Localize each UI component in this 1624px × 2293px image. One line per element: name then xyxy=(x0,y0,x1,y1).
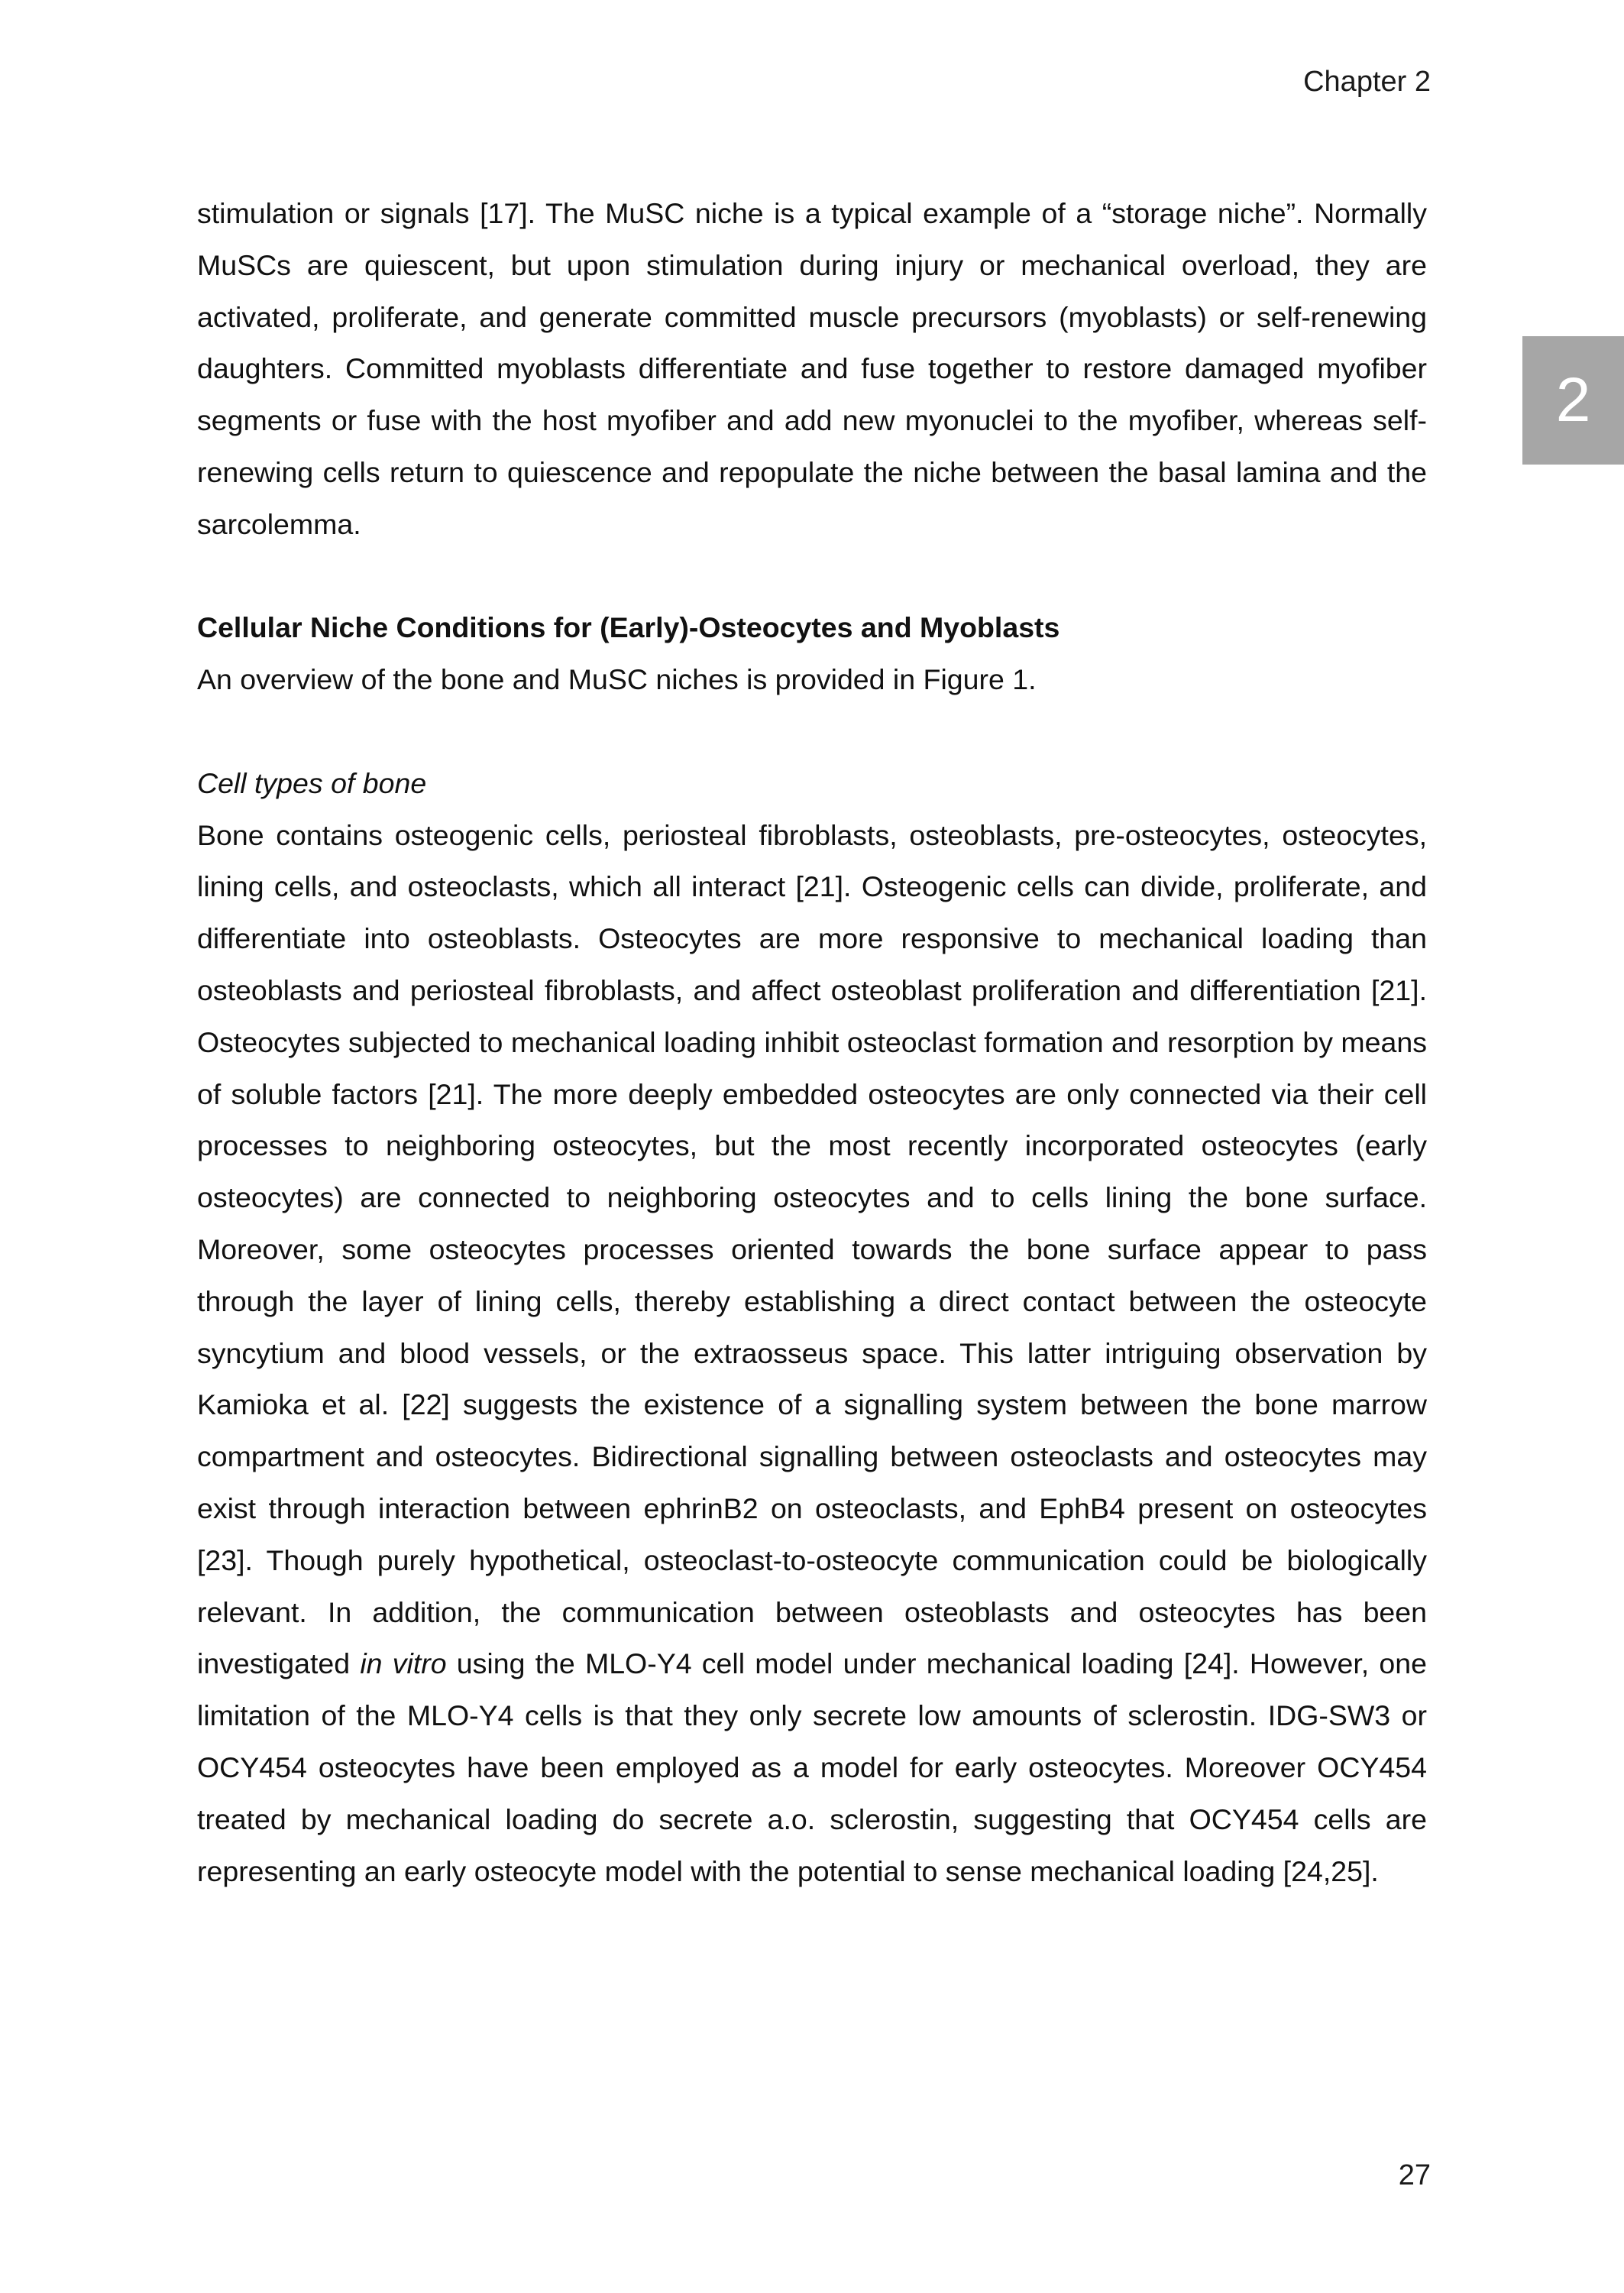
page-number: 27 xyxy=(1398,2159,1431,2191)
chapter-tab: 2 xyxy=(1522,336,1624,465)
paragraph-spacer xyxy=(197,551,1427,603)
italic-term: in vitro xyxy=(360,1647,447,1680)
section-heading: Cellular Niche Conditions for (Early)-Osteocytes and Myoblasts xyxy=(197,611,1060,644)
body-text xyxy=(197,188,1427,1897)
section-intro: An overview of the bone and MuSC niches is provided in Figure 1. xyxy=(197,663,1037,696)
paragraph-text: Bone contains osteogenic cells, periosteal fibroblasts, osteoblasts, pre-osteocytes, osteocytes, lining cells, and osteoclasts, which all interact [21]. Osteogenic cells can divide, proliferate, and differentiate into osteoblasts. Osteocytes are more responsive to mechanical loading than osteoblasts and periosteal fibroblasts, and affect osteoblast proliferation and differentiation [21]. Osteocytes subjected to mechanical loading inhibit osteoclast formation and resorption by means of soluble factors [21]. The more deeply embedded osteocytes are only connected via their cell processes to neighboring osteocytes, but the most recently incorporated osteocytes (early osteocytes) are connected to neighboring osteocytes and to cells lining the bone surface. Moreover, some osteocytes processes oriented towards the bone surface appear to pass through the layer of lining cells, thereby establishing a direct contact between the osteocyte syncytium and blood vessels, or the extraosseus space. This latter intriguing observation by Kamioka et al. [22] suggests the existence of a signalling system between the bone marrow compartment and osteocytes. Bidirectional signalling between osteoclasts and osteocytes may exist through interaction between ephrinB2 on osteoclasts, and EphB4 present on osteocytes [23]. Though purely hypothetical, osteoclast-to-osteocyte communication could be biologically relevant. In addition, the communication between osteoblasts and osteocytes has been investigated xyxy=(197,818,1427,1680)
paragraph-bone-cells xyxy=(197,810,1427,1898)
subheading-cell-types: Cell types of bone xyxy=(197,766,427,799)
running-head: Chapter 2 xyxy=(1303,66,1431,98)
paragraph-spacer xyxy=(197,706,1427,758)
paragraph-musc-niche: stimulation or signals [17]. The MuSC niche is a typical example of a “storage niche”. Normally MuSCs are quiescent, but upon stimulation during injury or mechanical overload, they are activated, proliferate, and generate committed muscle precursors (myoblasts) or self-renewing daughters. Committed myoblasts differentiate and fuse together to restore damaged myofiber segments or fuse with the host myofiber and add new myonuclei to the myofiber, whereas self-renewing cells return to quiescence and repopulate the niche between the basal lamina and the sarcolemma. xyxy=(197,197,1427,540)
paragraph-text: using the MLO-Y4 cell model under mechanical loading [24]. However, one limitation of the MLO-Y4 cells is that they only secrete low amounts of sclerostin. IDG-SW3 or OCY454 osteocytes have been employed as a model for early osteocytes. Moreover OCY454 treated by mechanical loading do secrete a.o. sclerostin, suggesting that OCY454 cells are representing an early osteocyte model with the potential to sense mechanical loading [24,25]. xyxy=(197,1647,1427,1887)
